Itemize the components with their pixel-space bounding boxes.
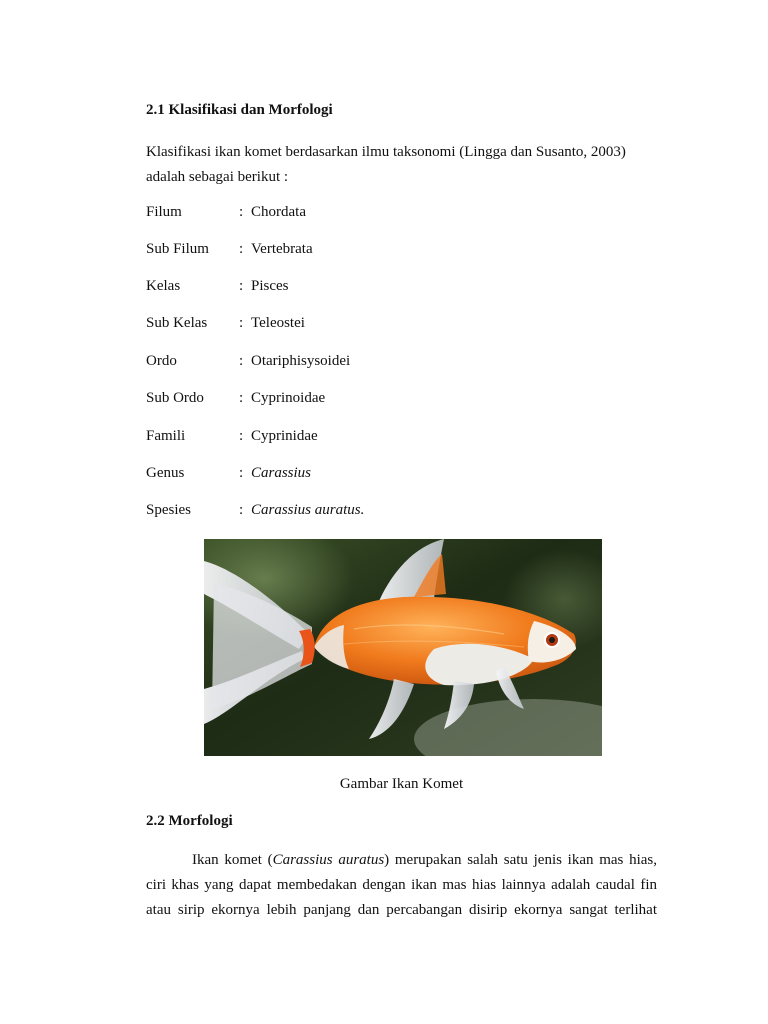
taxonomy-value: Pisces [251,278,289,294]
species-name: Carassius auratus [272,852,385,868]
section-heading-morfologi: 2.2 Morfologi [146,813,233,829]
section-heading-klasifikasi: 2.1 Klasifikasi dan Morfologi [146,102,333,118]
taxonomy-value: Cyprinidae [251,428,318,444]
taxonomy-rank: Filum [146,204,182,220]
paragraph-line-1-rest: ) merupakan salah satu jenis ikan mas hias, [384,852,657,868]
taxonomy-rank: Genus [146,465,185,481]
taxonomy-rank: Kelas [146,278,181,294]
paragraph-line-3: atau sirip ekornya lebih panjang dan percabangan disirip ekornya sangat terlihat [146,902,657,918]
taxonomy-rank: Famili [146,428,186,444]
figure-caption: Gambar Ikan Komet [339,776,464,792]
taxonomy-rank: Sub Kelas [146,315,208,331]
morfologi-paragraph [146,848,657,923]
goldfish-illustration [204,539,602,756]
taxonomy-separator: : [239,204,244,220]
intro-line-2: adalah sebagai berikut : [146,169,289,185]
taxonomy-rank: Sub Filum [146,241,209,257]
paragraph-line-2: ciri khas yang dapat membedakan dengan ikan mas hias lainnya adalah caudal fin [146,877,657,893]
taxonomy-value: Otariphisysoidei [251,353,351,369]
taxonomy-separator: : [239,315,244,331]
taxonomy-separator: : [239,502,244,518]
paragraph-prefix: Ikan komet ( [192,852,273,868]
taxonomy-value: Chordata [251,204,306,220]
paragraph-line-1 [146,848,657,873]
taxonomy-separator: : [239,353,244,369]
taxonomy-separator: : [239,428,244,444]
taxonomy-value: Teleostei [251,315,305,331]
taxonomy-rank: Sub Ordo [146,390,204,406]
intro-line-1: Klasifikasi ikan komet berdasarkan ilmu taksonomi (Lingga dan Susanto, 2003) [146,144,626,160]
taxonomy-separator: : [239,278,244,294]
taxonomy-value: Cyprinoidae [251,390,326,406]
comet-fish-photo [204,539,602,756]
taxonomy-value: Vertebrata [251,241,313,257]
taxonomy-value: Carassius [251,465,312,481]
taxonomy-rank: Ordo [146,353,177,369]
taxonomy-rank: Spesies [146,502,191,518]
taxonomy-value: Carassius auratus. [251,502,365,518]
taxonomy-separator: : [239,390,244,406]
intro-paragraph [146,140,657,190]
taxonomy-separator: : [239,241,244,257]
taxonomy-separator: : [239,465,244,481]
